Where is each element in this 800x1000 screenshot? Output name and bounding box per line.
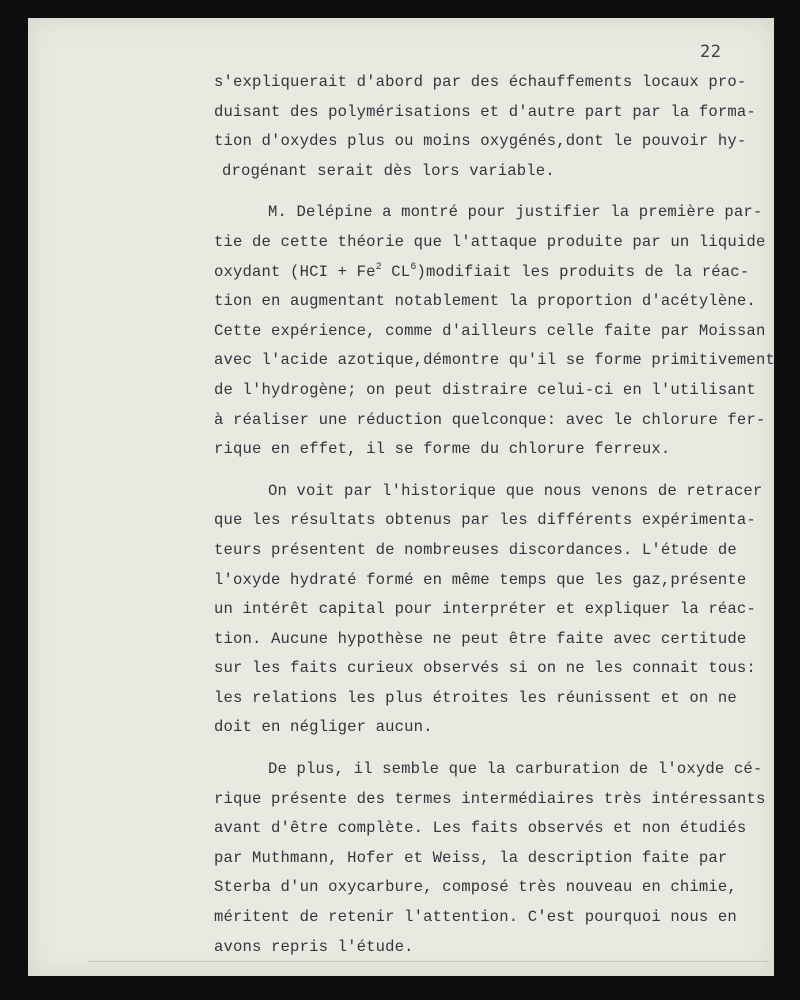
text-line: de l'hydrogène; on peut distraire celui-ci en l'utilisant <box>214 380 756 399</box>
text-line: par Muthmann, Hofer et Weiss, la description faite par <box>214 848 728 867</box>
text-line: tion d'oxydes plus ou moins oxygénés,dont le pouvoir hy- <box>214 132 747 151</box>
formula-text: )modifiait les produits de la réac- <box>416 262 750 281</box>
text-line: tie de cette théorie que l'attaque produite par un liquide <box>214 232 766 251</box>
text-line: sur les faits curieux observés si on ne les connait tous: <box>214 659 756 678</box>
paragraph-3 <box>214 477 774 743</box>
text-line: M. Delépine a montré pour justifier la première par- <box>268 203 763 222</box>
document-page <box>28 18 774 976</box>
text-line: drogénant serait dès lors variable. <box>222 161 555 180</box>
text-line: méritent de retenir l'attention. C'est pourquoi nous en <box>214 908 737 927</box>
formula-text: oxydant (HCI + Fe <box>214 262 376 281</box>
text-line: les relations les plus étroites les réunissent et on ne <box>214 688 737 707</box>
text-line: un intérêt capital pour interpréter et expliquer la réac- <box>214 600 756 619</box>
text-line: que les résultats obtenus par les différents expérimenta- <box>214 511 756 530</box>
text-line: Cette expérience, comme d'ailleurs celle faite par Moissan <box>214 321 766 340</box>
document-body <box>214 68 774 962</box>
text-line: Sterba d'un oxycarbure, composé très nouveau en chimie, <box>214 878 737 897</box>
text-line-formula <box>214 258 774 288</box>
text-line: avec l'acide azotique,démontre qu'il se forme primitivement <box>214 351 775 370</box>
text-line: l'oxyde hydraté formé en même temps que les gaz,présente <box>214 570 747 589</box>
paragraph-1 <box>214 68 774 186</box>
text-line: duisant des polymérisations et d'autre part par la forma- <box>214 102 756 121</box>
text-line: tion. Aucune hypothèse ne peut être faite avec certitude <box>214 629 747 648</box>
text-line: rique présente des termes intermédiaires très intéressants <box>214 789 766 808</box>
text-line: teurs présentent de nombreuses discordances. L'étude de <box>214 540 737 559</box>
page-number: 22 <box>700 42 722 62</box>
text-line: tion en augmentant notablement la proportion d'acétylène. <box>214 292 756 311</box>
text-line: avons repris l'étude. <box>214 937 414 956</box>
text-line: rique en effet, il se forme du chlorure ferreux. <box>214 440 671 459</box>
page-divider <box>88 961 768 962</box>
text-line: s'expliquerait d'abord par des échauffements locaux pro- <box>214 73 747 91</box>
formula-superscript: 2 <box>375 261 382 273</box>
paragraph-4 <box>214 755 774 962</box>
paragraph-2 <box>214 198 774 464</box>
text-line: avant d'être complète. Les faits observés et non étudiés <box>214 819 747 838</box>
text-line: De plus, il semble que la carburation de l'oxyde cé- <box>268 760 763 779</box>
text-line: On voit par l'historique que nous venons de retracer <box>268 481 763 500</box>
text-line: doit en négliger aucun. <box>214 718 433 737</box>
text-line: à réaliser une réduction quelconque: avec le chlorure fer- <box>214 410 766 429</box>
formula-superscript: 6 <box>410 261 417 273</box>
formula-text: CL <box>381 262 411 281</box>
